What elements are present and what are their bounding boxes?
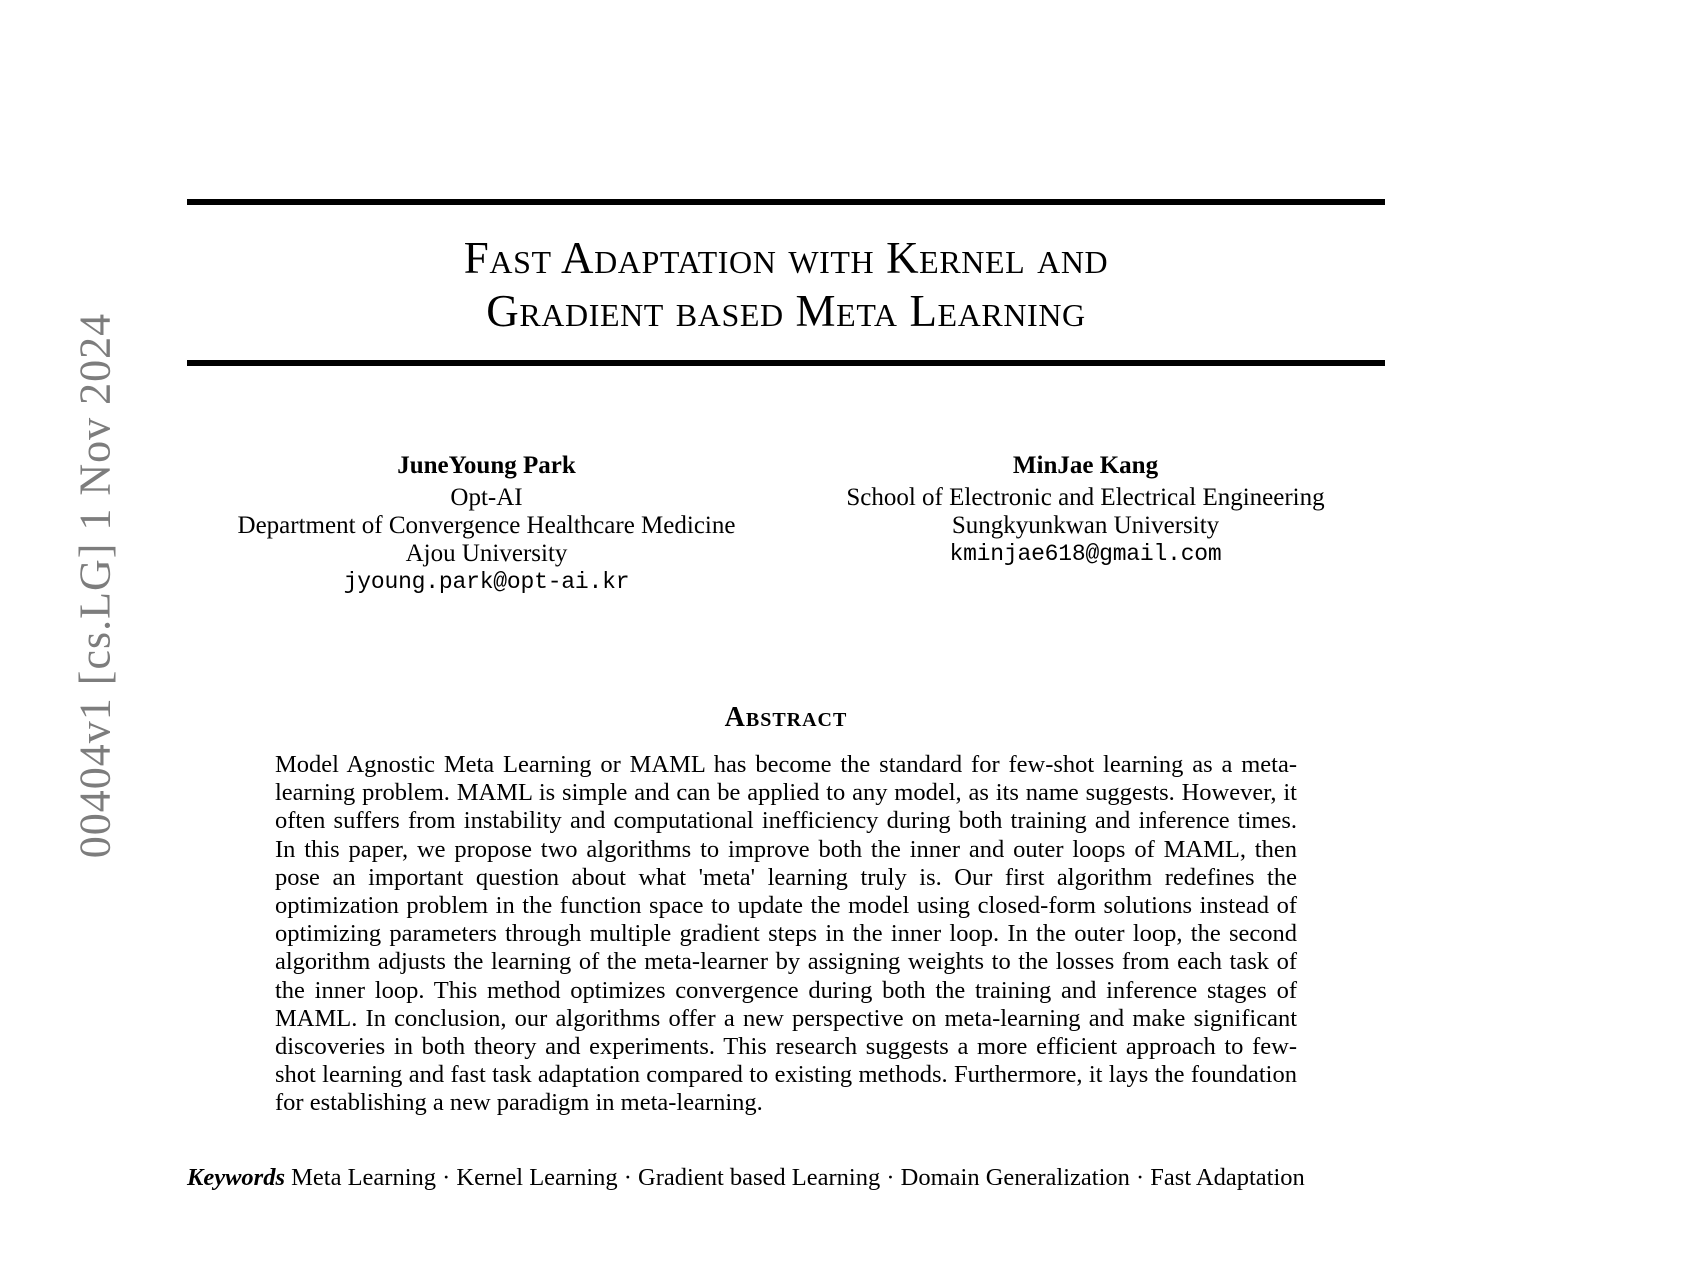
author-name: MinJae Kang xyxy=(1012,452,1159,479)
author-affiliation: School of Electronic and Electrical Engineering xyxy=(846,484,1325,511)
author-affiliation: Opt-AI xyxy=(450,484,523,511)
keywords-line xyxy=(187,1164,1385,1192)
abstract-body: Model Agnostic Meta Learning or MAML has become the standard for few-shot learning as a meta-learning problem. MAML is simple and can be applied to any model, as its name suggests. However, it often suffers from instability and computational inefficiency during both training and inference times. In this paper, we propose two algorithms to improve both the inner and outer loops of MAML, then pose an important question about what 'meta' learning truly is. Our first algorithm redefines the optimization problem in the function space to update the model using closed-form solutions instead of optimizing parameters through multiple gradient steps in the inner loop. In the outer loop, the second algorithm adjusts the learning of the meta-learner by assigning weights to the losses from each task of the inner loop. This method optimizes convergence during both the training and inference stages of MAML. In conclusion, our algorithms offer a new perspective on meta-learning and make significant discoveries in both theory and experiments. This research suggests a more efficient approach to few-shot learning and fast task adaptation compared to existing methods. Furthermore, it lays the foundation for establishing a new paradigm in meta-learning. xyxy=(275,751,1297,1117)
author-affiliation: Department of Convergence Healthcare Medicine xyxy=(237,512,736,539)
paper-first-page xyxy=(187,0,1385,1275)
author-affiliation: Sungkyunkwan University xyxy=(951,512,1220,539)
author-email[interactable]: jyoung.park@opt-ai.kr xyxy=(343,569,630,595)
arxiv-identifier-stamp: 00404v1 [cs.LG] 1 Nov 2024 xyxy=(70,312,120,859)
author-block xyxy=(187,452,1385,596)
title-rule-bottom xyxy=(187,360,1385,366)
page-title xyxy=(187,205,1385,360)
author-name: JuneYoung Park xyxy=(397,452,576,479)
author-entry-2 xyxy=(786,452,1385,596)
author-affiliation: Ajou University xyxy=(405,540,568,567)
title-line-2: Gradient based Meta Learning xyxy=(486,286,1086,336)
keywords-label: Keywords xyxy=(187,1163,285,1191)
author-email[interactable]: kminjae618@gmail.com xyxy=(949,541,1222,567)
abstract-section xyxy=(187,702,1385,1118)
keywords-list: Meta Learning · Kernel Learning · Gradient based Learning · Domain Generalization · Fast Adaptation xyxy=(285,1163,1305,1191)
abstract-heading: Abstract xyxy=(724,702,848,733)
author-entry-1 xyxy=(187,452,786,596)
title-line-1: Fast Adaptation with Kernel and xyxy=(463,233,1109,283)
